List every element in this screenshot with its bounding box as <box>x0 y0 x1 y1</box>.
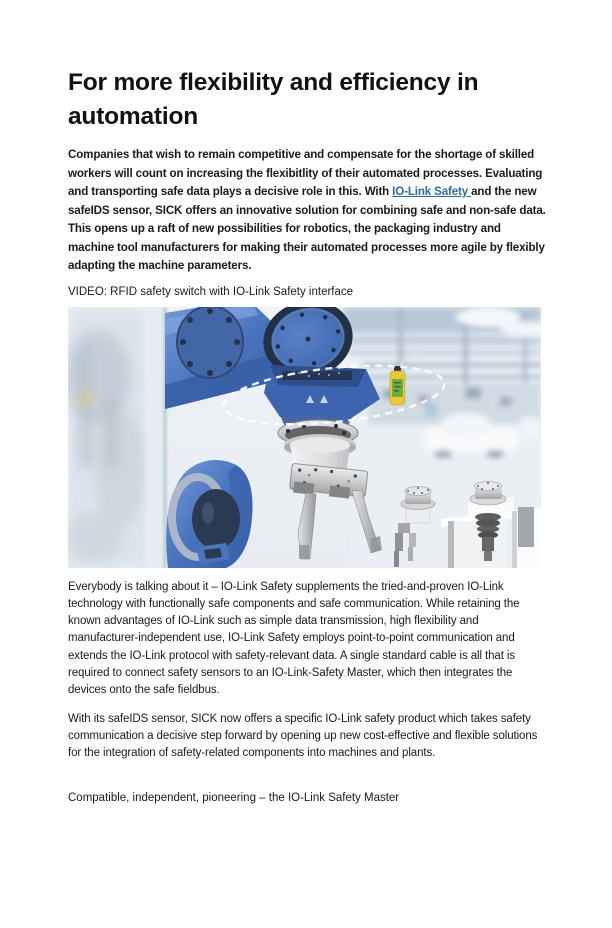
body-paragraph-1: Everybody is talking about it – IO-Link Safety supplements the tried-and-proven IO-Link technology with functionally safe components and safe communication. While retaining the known advantages of IO-Link such as simple data transmission, high flexibility and manufacturer-independent use, IO-Link Safety employs point-to-point communication and extends the IO-Link protocol with safety-relevant data. A single standard cable is all that is required to connect safety sensors to an IO-Link-Safety Master, which then integrates the devices onto the safe fieldbus. <box>68 580 520 697</box>
intro-paragraph <box>68 146 548 276</box>
video-caption: VIDEO: RFID safety switch with IO-Link Safety interface <box>68 285 354 298</box>
subheading: Compatible, independent, pioneering – the IO-Link Safety Master <box>68 792 400 805</box>
hero-image <box>68 307 541 568</box>
intro-text-before-link: Companies that wish to remain competitive and compensate for the shortage of skilled workers will count on increasing the flexibitlity of their automated processes. Evaluating and transporting safe data plays a decisive role in this. With <box>68 148 543 198</box>
io-link-safety-link[interactable]: IO-Link Safety <box>392 185 472 198</box>
intro-text-after-link: and the new safeIDS sensor, SICK offers an innovative solution for combining safe and non-safe data. This opens up a raft of new possibilities for robotics, the packaging industry and machine tool manufacturers for making their automated processes more agile by flexibly adapting the machine parameters. <box>68 185 546 272</box>
body-paragraph-2: With its safeIDS sensor, SICK now offers a specific IO-Link safety product which takes safety communication a decisive step forward by opening up new cost-effective and flexible solutions for the integration of safety-related components into machines and plants. <box>68 712 538 760</box>
page-title: For more flexibility and efficiency in automation <box>68 69 479 130</box>
article-page <box>0 66 612 807</box>
